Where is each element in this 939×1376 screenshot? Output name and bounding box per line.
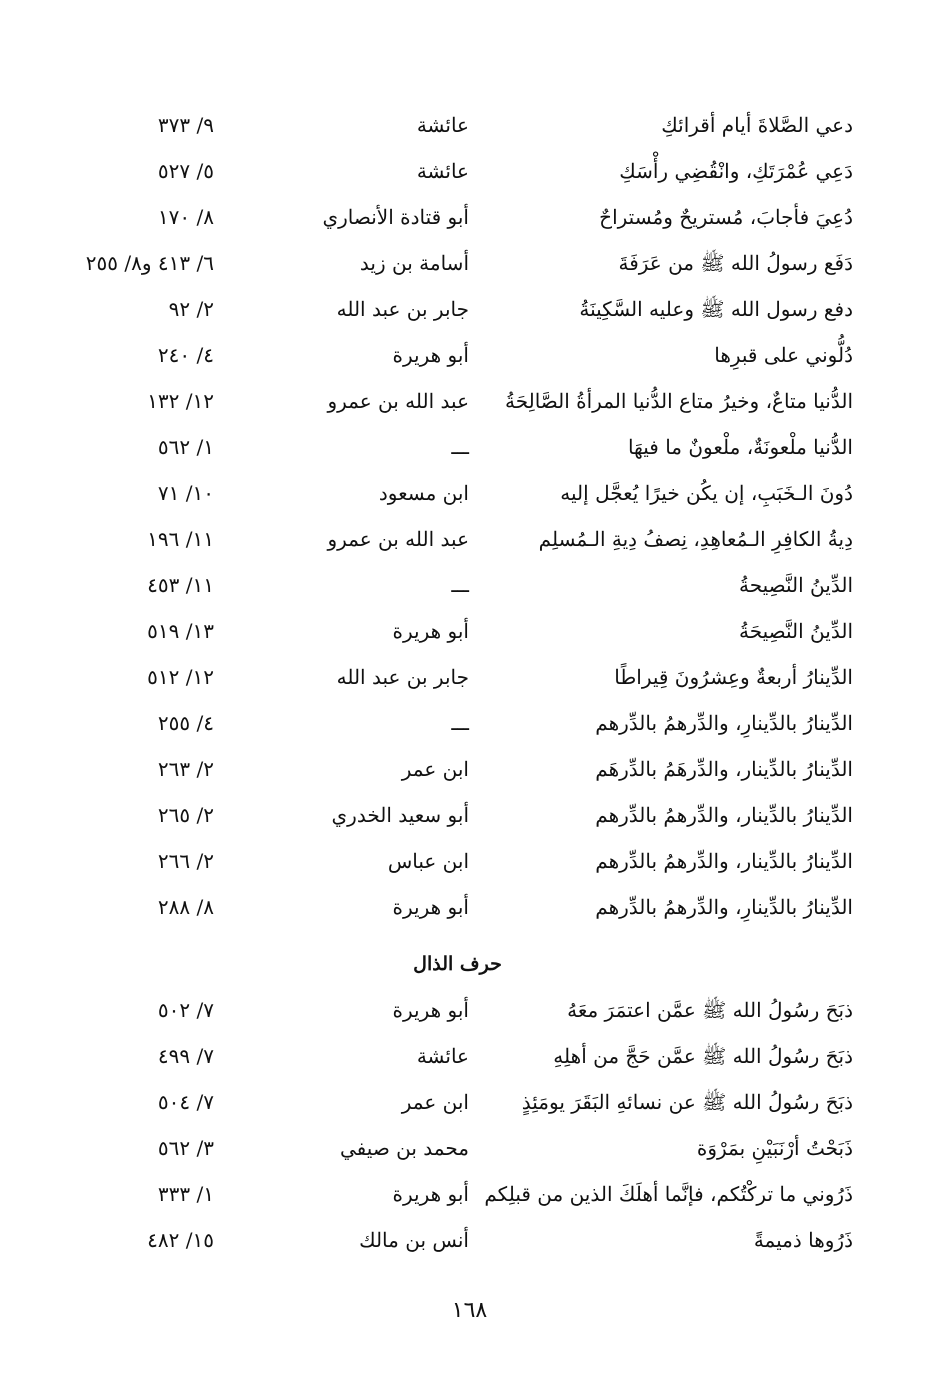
volume-page-ref: ١٢/ ٥١٢: [147, 665, 214, 689]
hadith-text: ذَرُوني ما تركْتُكم، فإنَّما أهلَكَ الذين من قبلِكم: [484, 1182, 853, 1206]
index-entry: [0, 1079, 939, 1125]
volume-page-ref: ٢/ ٢٦٥: [157, 803, 214, 827]
index-entry: [0, 838, 939, 884]
hadith-text: دُعِيَ فأجابَ، مُستريحٌ ومُستراحٌ: [599, 205, 853, 229]
volume-page-ref: ١٥/ ٤٨٢: [147, 1228, 214, 1252]
narrator-name: جابر بن عبد الله: [336, 297, 469, 321]
narrator-name: أبو قتادة الأنصاري: [322, 205, 469, 229]
index-entry: [0, 424, 939, 470]
hadith-text: الدُّنيا ملْعونَةٌ، ملْعونٌ ما فيهَا: [627, 435, 853, 459]
index-entry: [0, 1171, 939, 1217]
hadith-text: الدِّينارُ بالدِّينارِ، والدِّرهمُ بالدِّرهم: [595, 711, 853, 735]
narrator-name: ابن عمر: [401, 757, 469, 781]
page-number: ١٦٨: [451, 1298, 488, 1323]
index-entry: [0, 148, 939, 194]
index-entry: [0, 286, 939, 332]
index-entry: [0, 1125, 939, 1171]
narrator-name: عائشة: [416, 159, 469, 183]
volume-page-ref: ٥/ ٥٢٧: [157, 159, 214, 183]
hadith-text: ذَرُوها ذميمةً: [753, 1228, 853, 1252]
volume-page-ref: ٤/ ٢٤٠: [157, 343, 214, 367]
volume-page-ref: ٨/ ٢٨٨: [157, 895, 214, 919]
hadith-text: الدِّينارُ بالدِّينارِ، والدِّرهمُ بالدِّرهم: [595, 895, 853, 919]
hadith-text: دَعِي عُمْرَتَكِ، وانْقُضِي رأْسَكِ: [619, 159, 853, 183]
narrator-name: ابن مسعود: [378, 481, 469, 505]
volume-page-ref: ٨/ ١٧٠: [157, 205, 214, 229]
narrator-name: عائشة: [416, 1044, 469, 1068]
narrator-name: ابن عباس: [387, 849, 469, 873]
hadith-text: ذبَحَ رسُولُ الله ﷺ عمَّن اعتمَرَ معَهُ: [567, 998, 853, 1022]
hadith-text: الدِّينارُ بالدِّينار، والدِّرهَمُ بالدِّرهَم: [595, 757, 853, 781]
narrator-name: أبو سعيد الخدري: [331, 803, 469, 827]
hadith-text: الدِّينارُ أربعةٌ وعِشرُونَ قِيراطًا: [614, 665, 853, 689]
index-entry: [0, 792, 939, 838]
index-entry: [0, 102, 939, 148]
volume-page-ref: ١٢/ ١٣٢: [147, 389, 214, 413]
narrator-name: عبد الله بن عمرو: [327, 389, 469, 413]
section-title: حرف الذال: [413, 953, 502, 975]
narrator-name: ابن عمر: [401, 1090, 469, 1114]
index-entry: [0, 194, 939, 240]
volume-page-ref: ١٣/ ٥١٩: [147, 619, 214, 643]
index-entry: [0, 608, 939, 654]
index-entry: [0, 516, 939, 562]
index-entry: [0, 700, 939, 746]
hadith-text: دعي الصَّلاةَ أيام أقرائكِ: [661, 113, 853, 137]
narrator-name: محمد بن صيفي: [340, 1136, 469, 1160]
narrator-name: أنس بن مالك: [359, 1228, 469, 1252]
hadith-text: دِيةُ الكافِرِ الـمُعاهِدِ، نِصفُ دِيةِ الـمُسلِم: [538, 527, 853, 551]
volume-page-ref: ٧/ ٥٠٢: [157, 998, 214, 1022]
volume-page-ref: ٧/ ٥٠٤: [157, 1090, 214, 1114]
volume-page-ref: ٦/ ٤١٣ و٨/ ٢٥٥: [85, 251, 214, 275]
hadith-text: دُلُّوني على قبرِها: [714, 343, 853, 367]
index-entry: [0, 240, 939, 286]
volume-page-ref: ٩/ ٣٧٣: [157, 113, 214, 137]
hadith-text: الدِّينُ النَّصِيحةُ: [739, 573, 853, 597]
index-entry: [0, 332, 939, 378]
volume-page-ref: ٧/ ٤٩٩: [157, 1044, 214, 1068]
hadith-text: دَفَع رسولُ الله ﷺ من عَرَفَةَ: [618, 251, 853, 275]
narrator-name: أبو هريرة: [392, 1182, 469, 1206]
hadith-text: ذَبَحْتُ أرْنَبَيْنِ بمَرْوَة: [696, 1136, 853, 1160]
index-entry: [0, 746, 939, 792]
volume-page-ref: ٤/ ٢٥٥: [157, 711, 214, 735]
hadith-text: الدُّنيا متاعٌ، وخيرُ متاع الدُّنيا المرأةُ الصَّالِحَةُ: [504, 389, 853, 413]
narrator-name: أبو هريرة: [392, 343, 469, 367]
volume-page-ref: ١/ ٣٣٣: [157, 1182, 214, 1206]
volume-page-ref: ١١/ ١٩٦: [147, 527, 214, 551]
hadith-text: دفع رسول الله ﷺ وعليه السَّكِينَةُ: [579, 297, 853, 321]
narrator-name: ـــ: [451, 573, 469, 597]
volume-page-ref: ١/ ٥٦٢: [157, 435, 214, 459]
volume-page-ref: ٢/ ٢٦٣: [157, 757, 214, 781]
index-entry: [0, 562, 939, 608]
hadith-text: الدِّينُ النَّصِيحَةُ: [739, 619, 853, 643]
hadith-text: الدِّينارُ بالدِّينار، والدِّرهمُ بالدِّرهم: [595, 849, 853, 873]
narrator-name: ـــ: [451, 435, 469, 459]
narrator-name: ـــ: [451, 711, 469, 735]
volume-page-ref: ٣/ ٥٦٢: [157, 1136, 214, 1160]
index-entry: [0, 987, 939, 1033]
narrator-name: أسامة بن زيد: [359, 251, 469, 275]
index-entry: [0, 884, 939, 930]
narrator-name: عائشة: [416, 113, 469, 137]
index-entry: [0, 1217, 939, 1263]
narrator-name: أبو هريرة: [392, 895, 469, 919]
hadith-text: ذبَحَ رسُولُ الله ﷺ عن نسائهِ البَقَرَ يومَئِذٍ: [521, 1090, 853, 1114]
narrator-name: أبو هريرة: [392, 619, 469, 643]
volume-page-ref: ٢/ ٢٦٦: [157, 849, 214, 873]
hadith-text: الدِّينارُ بالدِّينار، والدِّرهمُ بالدِّرهم: [595, 803, 853, 827]
volume-page-ref: ١١/ ٤٥٣: [147, 573, 214, 597]
index-entry: [0, 470, 939, 516]
index-entry: [0, 1033, 939, 1079]
hadith-text: دُونَ الـخَبَبِ، إن يكُن خيرًا يُعجَّل إليه: [560, 481, 853, 505]
volume-page-ref: ١٠/ ٧١: [157, 481, 214, 505]
narrator-name: أبو هريرة: [392, 998, 469, 1022]
narrator-name: عبد الله بن عمرو: [327, 527, 469, 551]
index-entry: [0, 654, 939, 700]
section-heading: [0, 941, 939, 987]
index-entry: [0, 378, 939, 424]
narrator-name: جابر بن عبد الله: [336, 665, 469, 689]
volume-page-ref: ٢/ ٩٢: [168, 297, 214, 321]
hadith-text: ذبَحَ رسُولُ الله ﷺ عمَّن حَجَّ من أهلِهِ: [553, 1044, 853, 1068]
